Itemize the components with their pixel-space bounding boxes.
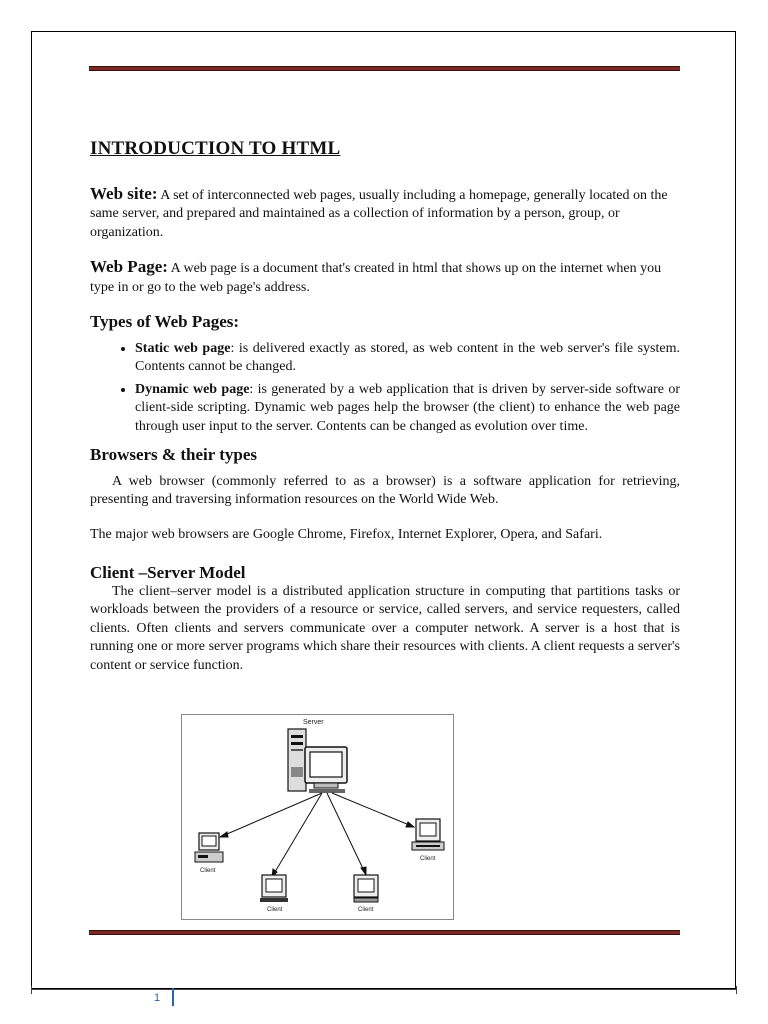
client-label: Client <box>420 856 436 862</box>
footer-left-tick <box>31 986 32 994</box>
web-page-term: Web Page: <box>90 257 168 276</box>
browsers-paragraph: A web browser (commonly referred to as a browser) is a software application for retrieving, presenting and traversing information resources on the World Wide Web. <box>90 473 680 507</box>
types-heading: Types of Web Pages: <box>90 312 240 331</box>
types-list <box>90 340 680 437</box>
web-page-definition <box>90 258 680 297</box>
client-computer-icon <box>354 875 378 913</box>
static-text: : is delivered exactly as stored, as web content in the web server's file system. Contents cannot be changed. <box>135 340 680 374</box>
client-server-paragraph: The client–server model is a distributed application structure in computing that partitions tasks or workloads between the providers of a resource or service, called servers, and service requesters, called clients. Often clients and servers communicate over a computer network. A server is a host that is running one or more server programs which share their resources with clients. A client requests a server's content or service function. <box>90 583 680 673</box>
list-item <box>135 381 680 437</box>
header-rule <box>89 66 680 71</box>
major-browsers-paragraph: The major web browsers are Google Chrome, Firefox, Internet Explorer, Opera, and Safari. <box>90 526 603 542</box>
page-number-bar <box>172 988 174 1006</box>
network-diagram-svg <box>182 715 453 919</box>
server-label: Server <box>303 719 324 726</box>
dynamic-term: Dynamic web page <box>135 381 250 397</box>
footer-right-tick <box>736 986 737 994</box>
server-icon <box>288 729 347 793</box>
client-server-diagram <box>181 714 454 920</box>
web-site-text: A set of interconnected web pages, usually including a homepage, generally located on the same server, and prepared and maintained as a collection of information by a person, group, or organization. <box>90 187 668 240</box>
client-server-heading: Client –Server Model <box>90 563 246 582</box>
client-label: Client <box>267 907 283 913</box>
page-footer <box>0 986 768 1024</box>
browsers-heading: Browsers & their types <box>90 445 257 464</box>
document-body <box>90 140 680 691</box>
web-site-term: Web site: <box>90 183 158 203</box>
page-number: 1 <box>154 992 161 1004</box>
client-computer-icon <box>260 875 288 913</box>
footer-divider <box>31 989 737 990</box>
client-label: Client <box>200 868 216 874</box>
footer-rule <box>89 930 680 935</box>
static-term: Static web page <box>135 340 231 356</box>
client-computer-icon <box>195 833 223 874</box>
web-page-text: A web page is a document that's created in html that shows up on the internet when you type in or go to the web page's address. <box>90 261 662 295</box>
page-title: INTRODUCTION TO HTML <box>90 138 341 159</box>
web-site-definition <box>90 185 680 243</box>
connection-lines <box>220 793 414 877</box>
client-label: Client <box>358 907 374 913</box>
client-computer-icon <box>412 819 444 862</box>
list-item <box>135 340 680 377</box>
dynamic-text: : is generated by a web application that is driven by server-side software or client-side scripting. Dynamic web pages help the browser (the client) to enhance the web page through user input to the server. Contents can be changed as evolution over time. <box>135 381 680 434</box>
